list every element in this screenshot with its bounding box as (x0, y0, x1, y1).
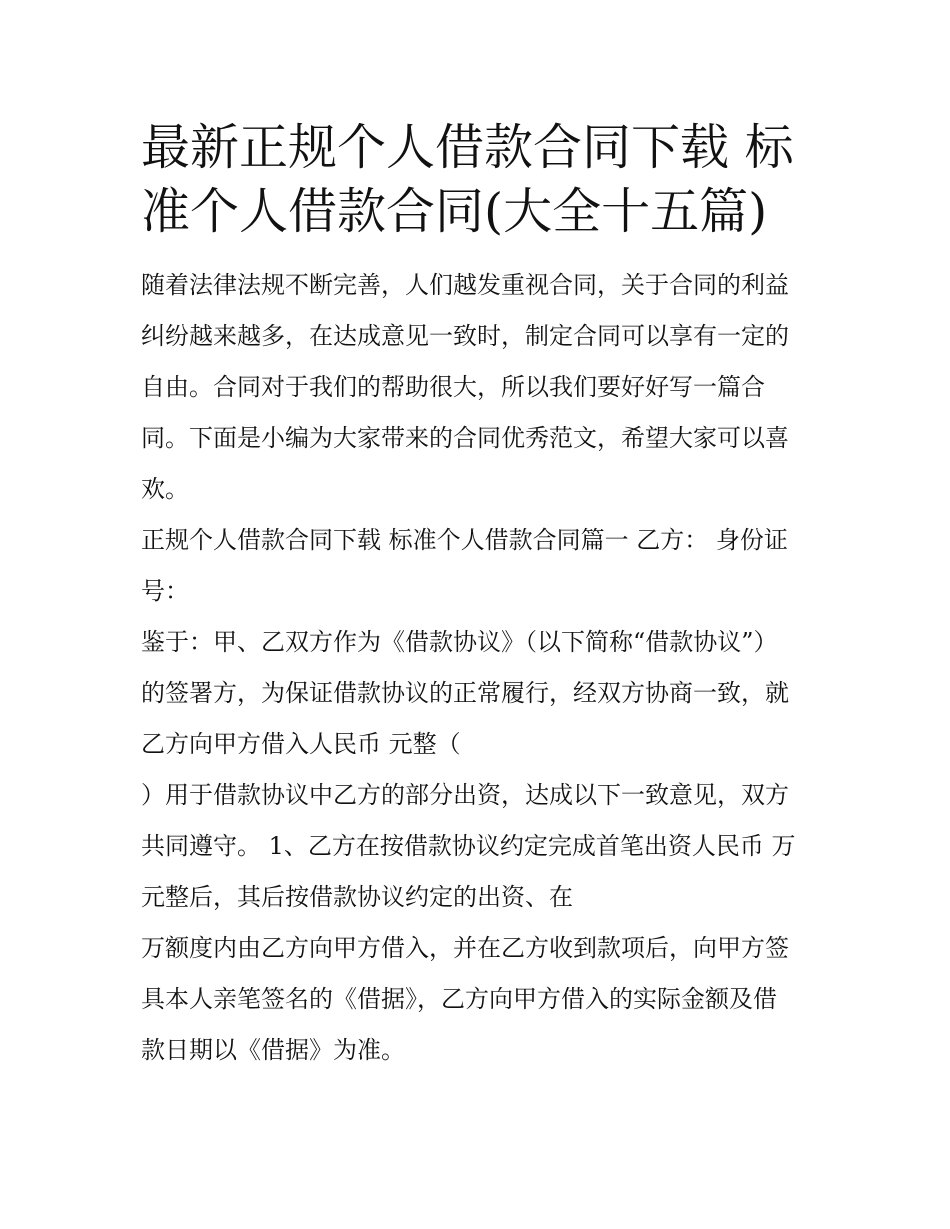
intro-paragraph (141, 260, 813, 515)
title-line: 最新正规个人借款合同下载 标 (141, 119, 794, 176)
text-line: 元整后，其后按借款协议约定的出资、在 (141, 883, 573, 911)
title-line: 准个人借款合同(大全十五篇) (141, 183, 768, 240)
document-title (141, 116, 813, 244)
text-line: 具本人亲笔签名的《借据》，乙方向甲方借入的实际金额及借 (141, 985, 777, 1013)
section-heading-paragraph (141, 515, 813, 617)
text-line: 欢。 (141, 475, 189, 503)
text-line: 随着法律法规不断完善，人们越发重视合同，关于合同的利益 (141, 271, 789, 299)
text-line: ）用于借款协议中乙方的部分出资，达成以下一致意见，双方 (141, 781, 789, 809)
text-line: 的签署方，为保证借款协议的正常履行，经双方协商一致，就 (141, 679, 789, 707)
text-line: 款日期以《借据》为准。 (141, 1036, 405, 1064)
contract-body-paragraph (141, 617, 813, 1076)
text-line: 共同遵守。 1、乙方在按借款协议约定完成首笔出资人民币 万 (141, 832, 796, 860)
document-body (141, 116, 813, 1076)
text-line: 同。下面是小编为大家带来的合同优秀范文，希望大家可以喜 (141, 424, 789, 452)
text-line: 万额度内由乙方向甲方借入，并在乙方收到款项后，向甲方签 (141, 934, 789, 962)
text-line: 自由。合同对于我们的帮助很大，所以我们要好好写一篇合 (141, 373, 765, 401)
text-line: 鉴于：甲、乙双方作为《借款协议》（以下简称“借款协议”） (141, 628, 778, 656)
text-line: 正规个人借款合同下载 标准个人借款合同篇一 乙方： 身份证 (141, 526, 788, 554)
text-line: 乙方向甲方借入人民币 元整（ (141, 730, 461, 758)
text-line: 号： (141, 577, 189, 605)
text-line: 纠纷越来越多，在达成意见一致时，制定合同可以享有一定的 (141, 322, 789, 350)
